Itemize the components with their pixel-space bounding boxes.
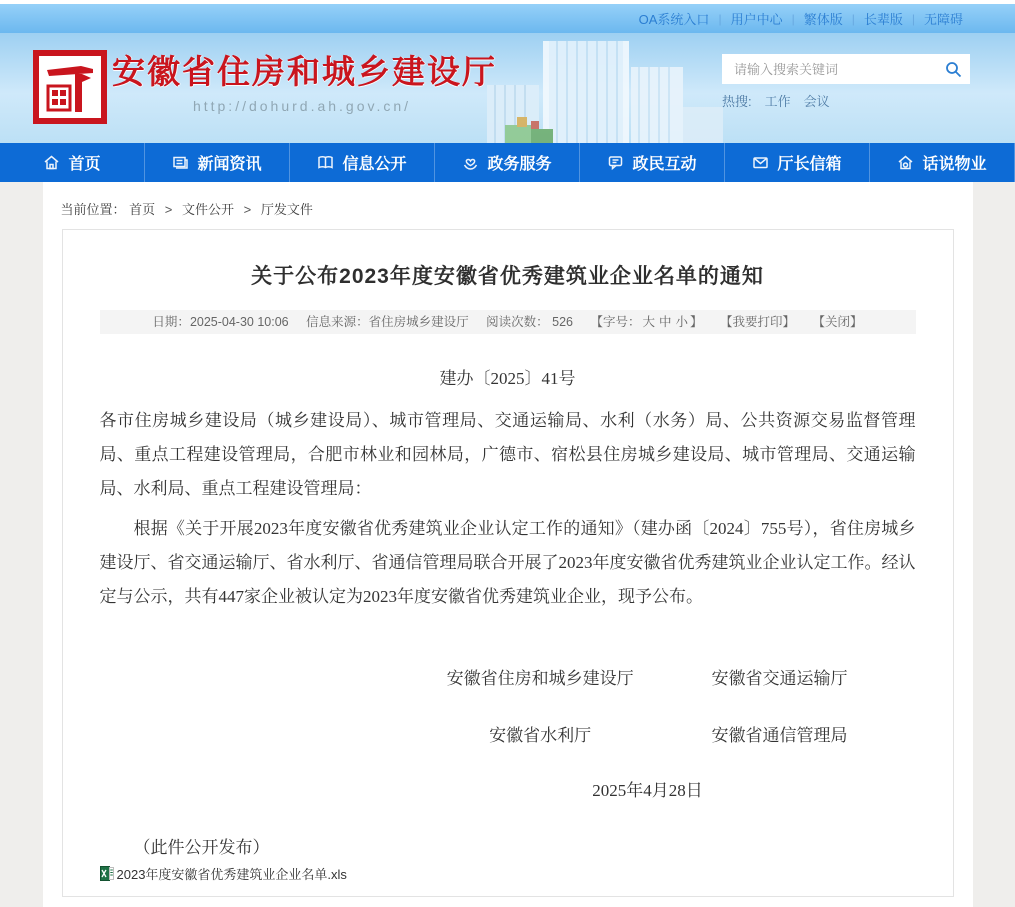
document-body	[100, 366, 916, 883]
meta-fontsize-suffix: 】	[690, 315, 703, 329]
meta-views	[486, 315, 573, 329]
meta-source-value: 省住房城乡建设厅	[368, 315, 469, 329]
close-button[interactable]: 【关闭】	[812, 315, 863, 329]
body-paragraph: 根据《关于开展2023年度安徽省优秀建筑业企业认定工作的通知》（建办函〔2024〕755号），省住房城乡建设厅、省交通运输厅、省水利厅、省通信管理局联合开展了2023年度安徽省优秀建筑业企业认定工作。经认定与公示，共有447家企业被认定为2023年度安徽省优秀建筑业企业，现予公布。	[99, 519, 916, 606]
meta-views-label: 阅读次数：	[486, 315, 549, 329]
meta-views-value: 526	[552, 315, 573, 329]
site-header	[0, 33, 1015, 143]
breadcrumb-separator: >	[243, 202, 252, 217]
search-icon[interactable]	[945, 61, 962, 78]
article-title: 关于公布2023年度安徽省优秀建筑业企业名单的通知	[251, 265, 764, 288]
article-card	[62, 229, 954, 897]
home-icon	[43, 154, 60, 171]
emblem-seal-icon	[39, 56, 101, 118]
service-hands-icon	[462, 154, 479, 171]
hot-term-meeting[interactable]: 会议	[803, 94, 830, 109]
breadcrumb-separator: >	[164, 202, 173, 217]
signature-housing-dept: 安徽省住房和城乡建设厅	[446, 669, 634, 688]
separator: |	[791, 11, 795, 26]
site-url: http://dohurd.ah.gov.cn/	[192, 98, 412, 114]
separator: |	[911, 11, 915, 26]
nav-home[interactable]	[0, 143, 144, 182]
search-area	[722, 54, 970, 110]
breadcrumb-dept-documents[interactable]: 厅发文件	[260, 202, 313, 217]
meta-fontsize	[590, 315, 702, 329]
nav-label: 新闻资讯	[197, 156, 262, 173]
site-title: 安徽省住房和城乡建设厅	[112, 53, 497, 90]
utility-bar	[0, 4, 1015, 33]
nav-label: 话说物业	[922, 156, 987, 173]
attachment-link[interactable]	[100, 864, 916, 883]
content-container	[43, 182, 973, 907]
site-identity	[112, 46, 497, 114]
article-meta-bar	[100, 310, 916, 334]
hot-term-work[interactable]: 工作	[764, 94, 791, 109]
breadcrumb-label: 当前位置：	[60, 202, 126, 217]
signature-communications-admin: 安徽省通信管理局	[711, 726, 848, 745]
nav-info-disclosure[interactable]	[289, 143, 434, 182]
print-button[interactable]: 【我要打印】	[720, 315, 796, 329]
separator: |	[718, 11, 722, 26]
nav-label: 厅长信箱	[777, 156, 842, 173]
agency-logo[interactable]	[33, 50, 107, 124]
breadcrumb-home[interactable]: 首页	[129, 202, 156, 217]
elder-version-link[interactable]: 长辈版	[863, 12, 903, 27]
hot-search-label: 热搜:	[722, 94, 752, 109]
main-nav	[0, 143, 1015, 182]
nav-director-mailbox[interactable]	[724, 143, 869, 182]
breadcrumb-documents[interactable]: 文件公开	[182, 202, 235, 217]
signature-transport-dept: 安徽省交通运输厅	[711, 669, 848, 688]
signature-row	[100, 721, 916, 746]
meta-date-label: 日期：	[152, 315, 190, 329]
separator: |	[851, 11, 855, 26]
nav-label: 首页	[68, 156, 101, 173]
hot-search	[722, 91, 970, 110]
excel-file-icon	[100, 866, 114, 881]
signature-water-dept: 安徽省水利厅	[489, 726, 592, 745]
nav-property-talk[interactable]	[869, 143, 1015, 182]
search-box[interactable]	[722, 54, 970, 84]
traditional-version-link[interactable]: 繁体版	[803, 12, 843, 27]
nav-label: 政务服务	[487, 156, 552, 173]
publish-note: （此件公开发布）	[133, 838, 270, 857]
fontsize-large-button[interactable]: 大	[642, 315, 656, 329]
accessibility-link[interactable]: 无障碍	[923, 12, 963, 27]
signature-row	[100, 664, 916, 689]
user-center-link[interactable]: 用户中心	[730, 12, 783, 27]
meta-date	[152, 315, 288, 329]
nav-interaction[interactable]	[579, 143, 724, 182]
nav-label: 政民互动	[632, 156, 697, 173]
oa-entry-link[interactable]: OA系统入口	[638, 12, 710, 27]
nav-news[interactable]	[144, 143, 289, 182]
search-input[interactable]	[732, 61, 945, 78]
addressee-paragraph: 各市住房城乡建设局（城乡建设局）、城市管理局、交通运输局、水利（水务）局、公共资源交易监督管理局、重点工程建设管理局，合肥市林业和园林局，广德市、宿松县住房城乡建设局、城市管理局、交通运输局、水利局、重点工程建设管理局：	[99, 411, 916, 498]
meta-source-label: 信息来源：	[306, 315, 369, 329]
property-house-icon	[897, 154, 914, 171]
mailbox-icon	[752, 154, 769, 171]
news-icon	[172, 154, 189, 171]
fontsize-medium-button[interactable]: 中	[659, 315, 672, 329]
chat-bubble-icon	[607, 154, 624, 171]
fontsize-small-button[interactable]: 小	[675, 315, 689, 329]
meta-date-value: 2025-04-30 10:06	[189, 315, 289, 329]
open-book-icon	[317, 154, 334, 171]
meta-source	[306, 315, 469, 329]
document-date: 2025年4月28日	[592, 781, 703, 800]
document-number: 建办〔2025〕41号	[439, 369, 576, 388]
attachment-filename: 2023年度安徽省优秀建筑业企业名单.xls	[116, 867, 347, 882]
nav-gov-services[interactable]	[434, 143, 579, 182]
meta-fontsize-label: 【字号：	[590, 315, 641, 329]
nav-label: 信息公开	[342, 156, 407, 173]
breadcrumb	[43, 194, 973, 229]
